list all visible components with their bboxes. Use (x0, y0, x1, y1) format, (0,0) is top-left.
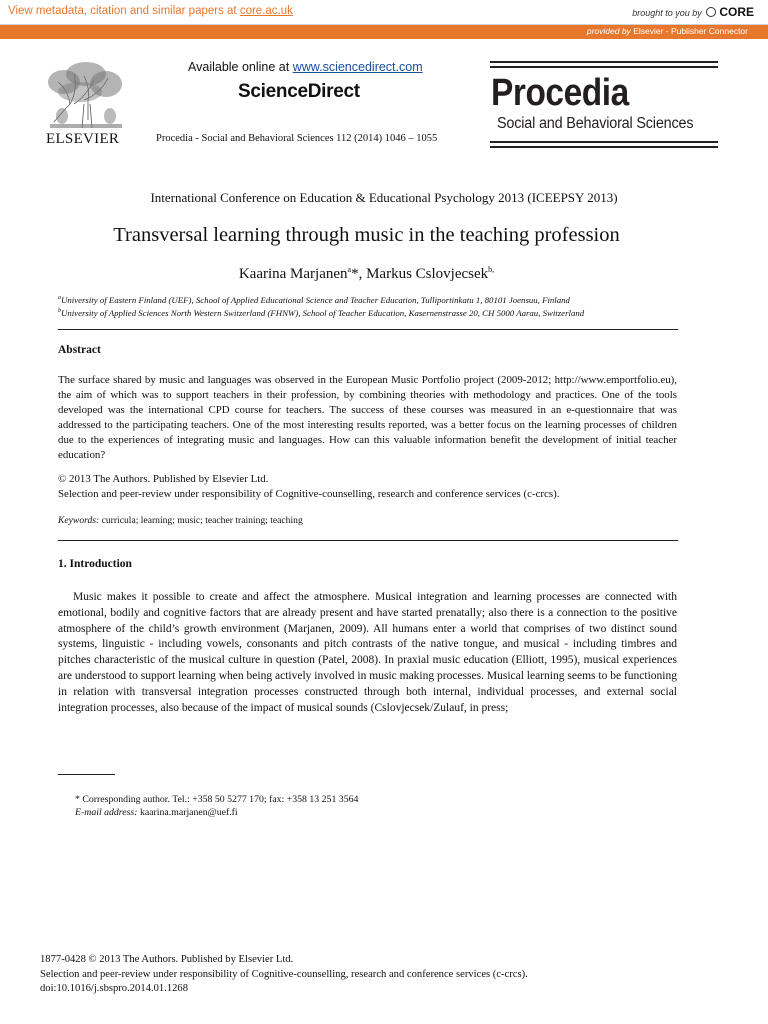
abstract-text: The surface shared by music and languages was observed in the European Music Portfolio project (2009-2012; http://www.emportfolio.eu), the aim of which was to support teachers in their profession, by combining theories with methodology and practices. One of the tools developed was the international CPD course for teachers. The success of these courses was measured in an e-questionnaire that was addressed to the participating teachers. One of the most interesting results reported, was a better focus on the learning processes of children due to the experiences of integrating music and languages. How can this valuable information benefit the development of initial teacher education? (58, 374, 677, 461)
core-bar (0, 0, 768, 25)
corresponding-author: * Corresponding author. Tel.: +358 50 5277 170; fax: +358 13 251 3564 (75, 794, 359, 805)
email-address[interactable]: kaarina.marjanen@uef.fi (137, 807, 238, 818)
elsevier-tree-logo-icon (44, 60, 126, 132)
email-line: E-mail address: kaarina.marjanen@uef.fi (75, 807, 238, 818)
divider (58, 540, 678, 541)
journal-rule-bottom-2 (490, 146, 718, 148)
core-metadata-text: View metadata, citation and similar papers at core.ac.uk (8, 5, 293, 17)
journal-rule-bottom (490, 141, 718, 143)
journal-subtitle: Social and Behavioral Sciences (497, 115, 694, 132)
paper-title: Transversal learning through music in the teaching profession (113, 224, 620, 246)
affiliation-b: $^b$University of Applied Sciences North Western Switzerland (FHNW), School of Teacher Education, Kasernenstrasse 20, CH 5000 Aarau, Switzerland (58, 308, 585, 318)
journal-logo: Procedia (491, 72, 629, 114)
core-link[interactable]: core.ac.uk (239, 5, 293, 17)
copyright-block: © 2013 The Authors. Published by Elsevier Ltd. Selection and peer-review under responsibility of Cognitive-counselling, research and conference services (c-crcs). (58, 473, 560, 500)
publisher-name: ELSEVIER (46, 131, 120, 147)
available-online: Available online at www.sciencedirect.com (188, 60, 423, 74)
affiliation-a: $^a$University of Eastern Finland (UEF), School of Applied Educational Science and Teacher Education, Tulliportinkatu 1, 80101 Joensuu, Finland (58, 295, 570, 305)
section-heading: 1. Introduction (58, 558, 132, 570)
keywords: Keywords: curricula; learning; music; teacher training; teaching (58, 515, 303, 526)
author-name: Kaarina Marjanen (238, 266, 348, 282)
sciencedirect-link[interactable]: www.sciencedirect.com (292, 60, 423, 74)
divider (58, 329, 678, 330)
provider-link[interactable]: Elsevier - Publisher Connector (633, 26, 748, 36)
journal-reference: Procedia - Social and Behavioral Sciences 112 (2014) 1046 – 1055 (156, 133, 438, 144)
doi-line[interactable]: doi:10.1016/j.sbspro.2014.01.1268 (40, 983, 189, 994)
core-logo-icon (706, 7, 716, 17)
core-brand[interactable]: brought to you by CORE (632, 5, 754, 19)
provider-bar: provided by Elsevier - Publisher Connector (0, 25, 768, 39)
journal-rule-top (490, 61, 718, 63)
conference-name: International Conference on Education & Educational Psychology 2013 (ICEEPSY 2013) (150, 190, 618, 205)
abstract-heading: Abstract (58, 344, 101, 356)
author-name: Markus Cslovjecsek (366, 266, 489, 282)
author-list: Kaarina Marjanen$^a$*, Markus Cslovjecsek$^{b,}$ (238, 265, 495, 282)
introduction-text: Music makes it possible to create and affect the atmosphere. Musical integration and learning processes are connected with emotional, bodily and cognitive factors that are already present and have started prenatally; also there is a connection to the positive atmosphere of the child’s growth environment (Marjanen, 2009). All humans enter a world that comprises of two distinct sound systems, linguistic - including vowels, consonants and pitch contrasts of the native tongue, and musical - including timbres and pitches characteristic of the musical culture in question (Patel, 2008). In praxial music education (Elliott, 1995), musical experiences are understood to support learning when being actively involved in music making processes. Musical learning seems to be functioning in relation with transversal integration processes constructed through both internal, individual processes, and external social integration processes, also because of the impact of musical sounds (Cslovjecsek/Zulauf, in press; (58, 591, 677, 714)
footnote-rule (58, 774, 115, 775)
journal-rule-top-2 (490, 66, 718, 68)
sciencedirect-logo: ScienceDirect (238, 81, 360, 102)
issn-line: 1877-0428 © 2013 The Authors. Published by Elsevier Ltd. (40, 954, 294, 965)
footer-review: Selection and peer-review under responsibility of Cognitive-counselling, research and conference services (c-crcs). (40, 969, 528, 980)
